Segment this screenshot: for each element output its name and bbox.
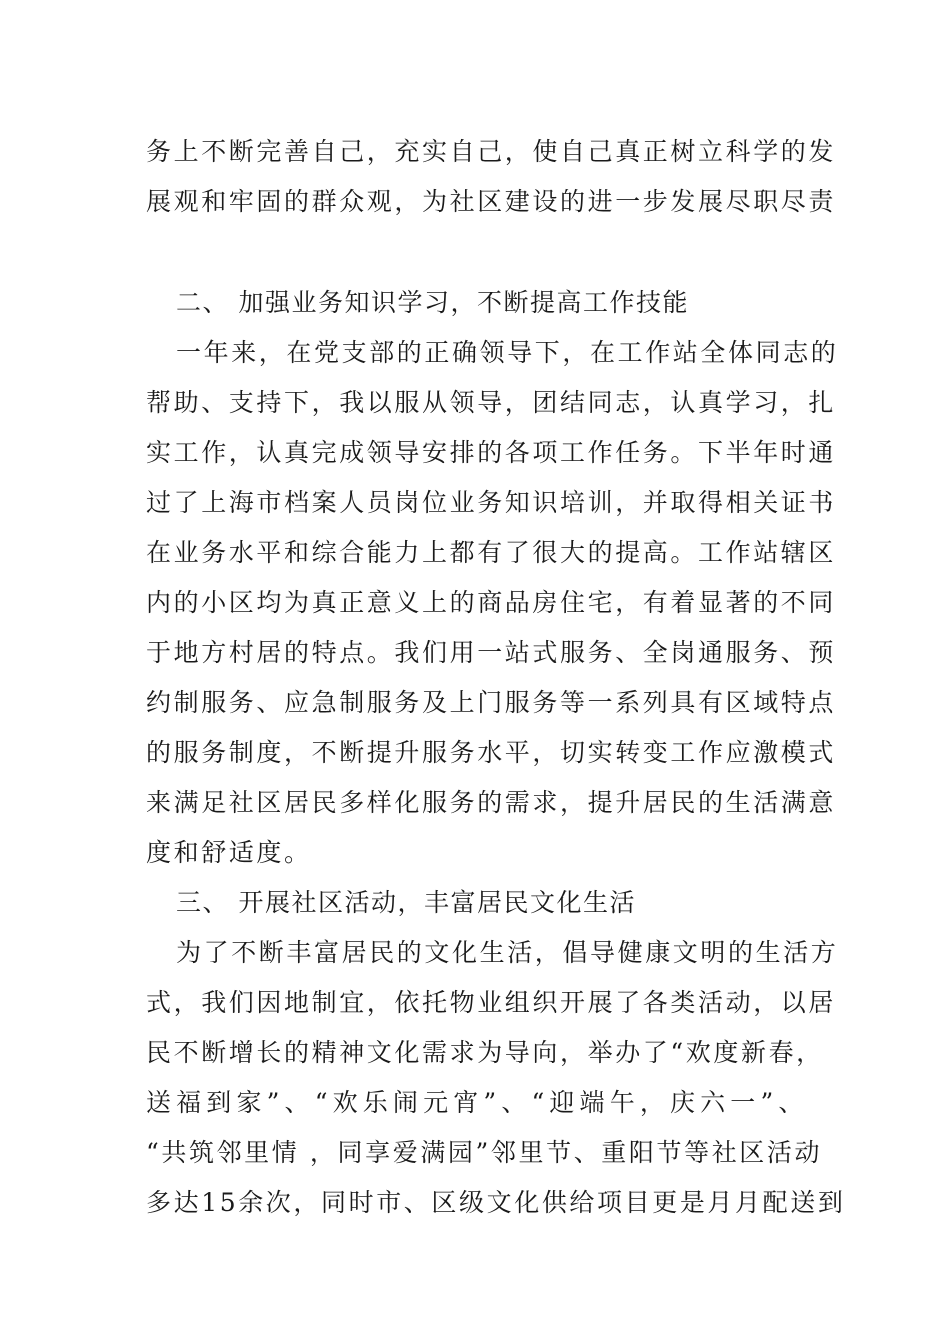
paragraph-line: 于地方村居的特点。我们用一站式服务、全岗通服务、预 [146,638,837,667]
paragraph-line: 为了不断丰富居民的文化生活，倡导健康文明的生活方 [176,938,839,967]
paragraph-line: 一年来，在党支部的正确领导下，在工作站全体同志的 [176,338,839,367]
section-heading: 三、 开展社区活动，丰富居民文化生活 [176,888,636,917]
paragraph-line: 内的小区均为真正意义上的商品房住宅，有着显著的不同 [146,588,837,617]
paragraph-line: “共筑邻里情 ，同享爱满园”邻里节、重阳节等社区活动 [146,1138,823,1167]
paragraph-line: 帮助、支持下，我以服从领导，团结同志，认真学习，扎 [146,388,837,417]
paragraph-line: 在业务水平和综合能力上都有了很大的提高。工作站辖区 [146,538,837,567]
paragraph-line: 度和舒适度。 [146,838,312,867]
paragraph-line: 实工作，认真完成领导安排的各项工作任务。下半年时通 [146,438,837,467]
paragraph-line: 多达15余次，同时市、区级文化供给项目更是月月配送到 [146,1188,846,1217]
paragraph-line: 过了上海市档案人员岗位业务知识培训，并取得相关证书 [146,488,837,517]
paragraph-line: 约制服务、应急制服务及上门服务等一系列具有区域特点 [146,688,837,717]
section-heading: 二、 加强业务知识学习，不断提高工作技能 [176,288,689,317]
paragraph-line: 来满足社区居民多样化服务的需求，提升居民的生活满意 [146,788,837,817]
paragraph-line: 送福到家”、“欢乐闹元宵”、“迎端午，庆六一”、 [146,1088,806,1117]
paragraph-line: 展观和牢固的群众观，为社区建设的进一步发展尽职尽责 [146,187,837,216]
paragraph-line: 民不断增长的精神文化需求为导向，举办了“欢度新春， [146,1038,824,1067]
paragraph-line: 务上不断完善自己，充实自己，使自己真正树立科学的发 [146,137,837,166]
paragraph-line: 式，我们因地制宜，依托物业组织开展了各类活动，以居 [146,988,837,1017]
paragraph-line: 的服务制度，不断提升服务水平，切实转变工作应激模式 [146,738,837,767]
